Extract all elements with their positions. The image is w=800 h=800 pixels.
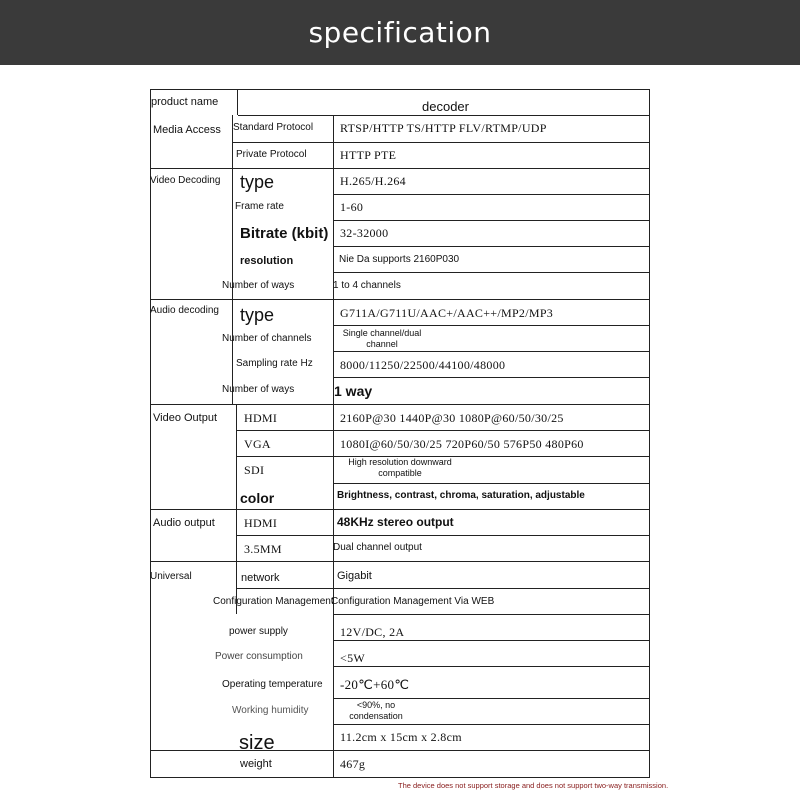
group-divider xyxy=(150,404,334,405)
row-divider xyxy=(334,724,650,725)
row-divider xyxy=(334,168,650,169)
row-label-frame-rate: Frame rate xyxy=(235,201,284,212)
row-label-color: color xyxy=(240,490,275,506)
row-value-power-consumption: <5W xyxy=(340,651,365,665)
group-label-audio-output: Audio output xyxy=(153,517,215,529)
row-value-ao-hdmi: 48KHz stereo output xyxy=(337,515,454,529)
row-label-private-protocol: Private Protocol xyxy=(236,149,307,160)
row-label-sampling: Sampling rate Hz xyxy=(236,358,313,369)
row-value-private-protocol: HTTP PTE xyxy=(340,148,397,162)
group-label-media-access: Media Access xyxy=(153,124,221,136)
table-border xyxy=(150,777,650,778)
row-value-vga: 1080I@60/50/30/25 720P60/50 576P50 480P60 xyxy=(340,437,584,451)
row-divider xyxy=(334,194,650,195)
row-value-ad-ways: 1 way xyxy=(334,383,373,399)
group-divider xyxy=(150,299,334,300)
row-value-network: Gigabit xyxy=(337,570,372,582)
row-label-ao-hdmi: HDMI xyxy=(244,516,278,530)
label-divider xyxy=(236,404,237,561)
row-value-channels: Single channel/dual channel xyxy=(342,328,422,350)
row-value-standard-protocol: RTSP/HTTP TS/HTTP FLV/RTMP/UDP xyxy=(340,121,547,135)
row-label-power-consumption: Power consumption xyxy=(215,651,303,662)
group-label-product-name: product name xyxy=(151,96,219,108)
row-label-vga: VGA xyxy=(244,437,271,451)
row-value-ad-type: G711A/G711U/AAC+/AAC++/MP2/MP3 xyxy=(340,306,554,320)
row-value-resolution: Nie Da supports 2160P030 xyxy=(339,254,460,265)
group-label-video-decoding: Video Decoding xyxy=(150,175,221,186)
row-value-humidity: <90%, no condensation xyxy=(349,700,403,722)
label-divider xyxy=(236,456,334,457)
table-border xyxy=(150,89,151,778)
row-value-color: Brightness, contrast, chroma, saturation, adjustable xyxy=(337,490,585,501)
row-label-vd-ways: Number of ways xyxy=(222,280,295,291)
row-divider xyxy=(334,666,650,667)
row-divider xyxy=(238,115,650,116)
row-label-power-supply: power supply xyxy=(229,626,288,637)
row-divider xyxy=(334,430,650,431)
row-label-resolution: resolution xyxy=(240,255,294,267)
row-value-config: Configuration Management Via WEB xyxy=(331,596,495,607)
page-title: specification xyxy=(308,16,492,49)
row-label-sdi: SDI xyxy=(244,463,265,477)
row-divider xyxy=(334,377,650,378)
row-label-hdmi: HDMI xyxy=(244,411,278,425)
column-divider xyxy=(333,115,334,777)
row-divider xyxy=(334,246,650,247)
row-divider xyxy=(334,299,650,300)
row-divider xyxy=(334,220,650,221)
table-border xyxy=(649,89,650,778)
row-divider xyxy=(334,351,650,352)
row-divider xyxy=(334,272,650,273)
footnote: The device does not support storage and does not support two-way transmission. xyxy=(398,781,669,790)
row-divider xyxy=(334,561,650,562)
row-divider xyxy=(334,535,650,536)
label-divider xyxy=(236,588,334,589)
row-value-bitrate: 32-32000 xyxy=(340,226,389,240)
group-label-video-output: Video Output xyxy=(153,412,218,424)
group-label-universal: Universal xyxy=(150,571,192,582)
row-value-weight: 467g xyxy=(340,757,366,771)
row-label-network: network xyxy=(241,572,280,584)
group-divider xyxy=(150,509,334,510)
row-label-ao-35: 3.5MM xyxy=(244,542,282,556)
row-label-bitrate: Bitrate (kbit) xyxy=(240,225,329,242)
row-value-ao-35: Dual channel output xyxy=(333,542,422,553)
row-divider xyxy=(334,588,650,589)
label-divider xyxy=(236,535,334,536)
row-divider xyxy=(334,640,650,641)
row-label-ad-ways: Number of ways xyxy=(222,384,295,395)
group-label-audio-decoding: Audio decoding xyxy=(150,305,219,316)
row-divider xyxy=(334,404,650,405)
row-value-op-temp: -20℃+60℃ xyxy=(340,677,410,692)
row-divider xyxy=(334,614,650,615)
group-divider xyxy=(150,168,334,169)
row-value-sdi: High resolution downward compatible xyxy=(348,457,452,479)
row-label-op-temp: Operating temperature xyxy=(222,679,323,690)
row-value-power-supply: 12V/DC, 2A xyxy=(340,625,405,639)
row-divider xyxy=(334,509,650,510)
row-label-config: Configuration Management xyxy=(213,596,334,607)
row-divider xyxy=(334,483,650,484)
table-border xyxy=(150,89,650,90)
product-value: decoder xyxy=(422,99,469,114)
row-label-vd-type: type xyxy=(240,172,275,192)
row-label-humidity: Working humidity xyxy=(232,705,309,716)
row-value-size: 11.2cm x 15cm x 2.8cm xyxy=(340,730,462,744)
row-label-channels: Number of channels xyxy=(222,333,312,344)
row-divider xyxy=(334,698,650,699)
row-label-size: size xyxy=(239,732,275,754)
row-divider xyxy=(334,750,650,751)
row-value-vd-type: H.265/H.264 xyxy=(340,174,406,188)
group-divider xyxy=(150,561,334,562)
row-label-ad-type: type xyxy=(240,305,275,325)
row-value-vd-ways: 1 to 4 channels xyxy=(333,280,401,291)
label-divider xyxy=(236,430,334,431)
label-divider xyxy=(232,142,334,143)
row-label-weight: weight xyxy=(240,758,272,770)
row-label-standard-protocol: Standard Protocol xyxy=(233,122,314,133)
row-divider xyxy=(334,325,650,326)
column-divider xyxy=(237,89,238,115)
row-divider xyxy=(334,142,650,143)
row-value-frame-rate: 1-60 xyxy=(340,200,364,214)
row-value-hdmi: 2160P@30 1440P@30 1080P@60/50/30/25 xyxy=(340,411,564,425)
row-value-sampling: 8000/11250/22500/44100/48000 xyxy=(340,358,506,372)
header-bar xyxy=(0,0,800,65)
